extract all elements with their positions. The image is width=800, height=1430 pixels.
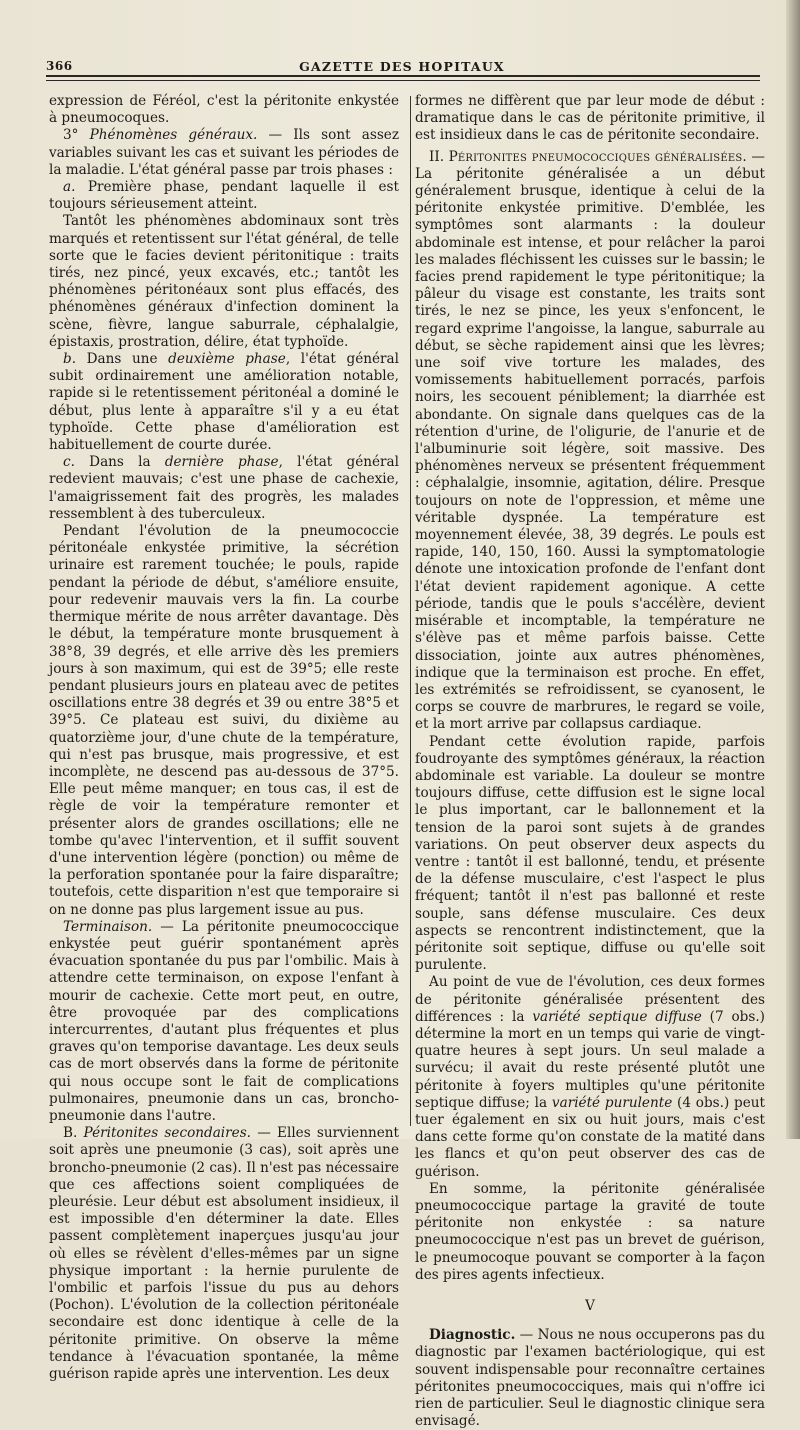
section-title: Péritonites pneumococciques généralisées. [448,148,747,165]
paragraph-temperature: Pendant l'évolution de la pneumococcie péritonéale enkystée primitive, la sécrétion urinaire est rarement touchée; le pouls, rapide pendant la période de début, s'améliore ensuite, pour redevenir mauvais vers la fin. La courbe thermique mérite de nous arrêter davantage. Dès le début, la température monte brusquement à 38°8, 39 degrés, et elle arrive dès les premiers jours à son maximum, qui est de 39°5; elle reste pendant plusieurs jours en plateau avec de petites oscillations entre 38 degrés et 39 ou entre 38°5 et 39°5. Ce plateau est suivi, du dixième au quatorzième jour, d'une chute de la température, qui n'est pas brusque, mais progressive, et est incomplète, ne descend pas au-dessous de 37°5. Elle peut même manquer; en tous cas, il est de règle de voir la température remonter et présenter alors de grandes oscillations; elle ne tombe qu'avec l'intervention, et il suffit souvent d'une intervention légère (ponction) ou même de la perforation spontanée pour la faire disparaître; toutefois, cette disparition n'est que temporaire si on ne donne pas plus largement issue au pus. [49,523,399,918]
header-rule-thin [46,80,760,81]
paragraph: Tantôt les phénomènes abdominaux sont très marqués et retentissent sur l'état général, de telle sorte que le facies devient péritonitique : traits tirés, nez pincé, yeux excavés, etc.; tantôt les phénomènes péritonéaux sont plus effacés, des phénomènes généraux d'infection dominent la scène, fièvre, langue saburrale, céphalalgie, épistaxis, prostration, délire, état typhoïde. [49,213,399,350]
right-column [415,93,766,1430]
page-spine-shadow [786,0,800,1139]
paragraph: Pendant cette évolution rapide, parfois foudroyante des symptômes généraux, la réaction abdominale est variable. La douleur se montre toujours diffuse, cette diffusion est le signe local le plus important, car le ballonnement et la tension de la paroi sont sujets à de grandes variations. On peut observer deux aspects du ventre : tantôt il est ballonné, tendu, et présente de la défense musculaire, c'est l'aspect le plus fréquent; tantôt il n'est pas ballonné et reste souple, sans défense musculaire. Ces deux aspects se rencontrent indistinctement, que la péritonite soit septique, diffuse ou qu'elle soit purulente. [415,733,765,974]
paragraph: expression de Féréol, c'est la péritonite enkystée à pneumocoques. [49,93,399,127]
section-title: Diagnostic. [429,1327,516,1344]
left-column [49,93,399,1383]
paragraph-peritonites-generalisees: II. Péritonites pneumococciques généralisées. — La péritonite généralisée a un début généralement brusque, identique à celui de la péritonite enkystée primitive. D'emblée, les symptômes sont alarmants : la douleur abdominale est intense, et pour relâcher la paroi les malades fléchissent les cuisses sur le bassin; le facies prend rapidement le type péritonitique; la pâleur du visage est constante, les traits sont tirés, le nez se pince, les yeux s'enfoncent, le regard exprime l'angoisse, la langue, saburrale au début, se sèche rapidement ainsi que les lèvres; une soif vive torture les malades, des vomissements habituellement porracés, parfois noirs, les secouent péniblement; la diarrhée est abondante. On signale dans quelques cas de la rétention d'urine, de l'oligurie, de l'anurie et de l'albuminurie soit légère, soit massive. Des phénomènes nerveux se présentent fréquemment : céphalalgie, insomnie, agitation, délire. Presque toujours on note de l'oppression, et même une véritable dyspnée. La température est moyennement élevée, 38, 39 degrés. Le pouls est rapide, 140, 150, 160. Aussi la symptomatologie dénote une intoxication profonde de l'enfant dont l'état devient rapidement agonique. A cette période, tandis que le pouls s'accélère, devient misérable et incomptable, la température ne s'élève pas et même parfois baisse. Cette dissociation, jointe aux autres phénomènes, indique que la terminaison est proche. En effet, les extrémités se refroidissent, se cyanosent, le corps se couvre de marbrures, le regard se voile, et la mort arrive par collapsus cardiaque. [415,148,765,733]
paragraph: formes ne diffèrent que par leur mode de début : dramatique dans le cas de péritonite primitive, il est insidieux dans le cas de péritonite secondaire. [415,93,765,144]
section-title: Terminaison. [63,918,153,935]
paragraph-phase-b: b. Dans une deuxième phase, l'état général subit ordinairement une amélioration notable, rapide si le retentissement péritonéal a dominé le début, plus lente à apparaître s'il y a eu état typhoïde. Cette phase d'amélioration est habituellement de courte durée. [49,351,399,454]
paragraph-evolution: Au point de vue de l'évolution, ces deux formes de péritonite généralisée présentent des différences : la variété septique diffuse (7 obs.) détermine la mort en un temps qui varie de vingt-quatre heures à sept jours. Un seul malade a survécu; il avait du reste présenté plutôt une péritonite à foyers multiples qu'une péritonite septique diffuse; la variété purulente (4 obs.) peut tuer également en six ou huit jours, mais c'est dans cette forme qu'on constate de la matité dans les flancs et qu'on peut observer des cas de guérison. [415,974,766,1180]
header-rule-thick [46,75,760,77]
paragraph-phenomenes-generaux: 3° Phénomènes généraux. — Ils sont assez variables suivant les cas et suivant les périodes de la maladie. L'état général passe par trois phases : [49,127,399,178]
paragraph-diagnostic: Diagnostic. — Nous ne nous occuperons pas du diagnostic par l'examen bactériologique, qui est souvent indispensable pour reconnaître certaines péritonites pneumococciques, mais qui n'offre ici rien de particulier. Seul le diagnostic clinique sera envisagé. [415,1327,766,1430]
section-title: Péritonites secondaires. [83,1125,251,1142]
paragraph-phase-c: c. Dans la dernière phase, l'état général redevient mauvais; c'est une phase de cachexie, l'amaigrissement fait des progrès, les malades ressemblent à des tuberculeux. [49,454,399,522]
page-number: 366 [46,59,73,73]
section-title: Phénomènes généraux. [89,127,258,144]
paragraph-peritonites-secondaires: B. Péritonites secondaires. — Elles surviennent soit après une pneumonie (3 cas), soit après une broncho-pneumonie (2 cas). Il n'est pas nécessaire que ces affections soient compliquées de pleurésie. Leur début est absolument insidieux, il est impossible d'en déterminer la date. Elles passent complètement inaperçues jusqu'au jour où elles se révèlent d'elles-mêmes par un signe physique important : la hernie purulente de l'ombilic et parfois l'issue du pus au dehors (Pochon). L'évolution de la collection péritonéale secondaire est donc identique à celle de la péritonite primitive. On observe la même tendance à l'évacuation spontanée, la même guérison rapide après une intervention. Les deux [49,1125,399,1383]
column-divider [410,96,411,1126]
journal-title: GAZETTE DES HOPITAUX [299,59,505,74]
paragraph-terminaison: Terminaison. — La péritonite pneumococcique enkystée peut guérir spontanément après évacuation spontanée du pus par l'ombilic. Mais à attendre cette terminaison, on expose l'enfant à mourir de cachexie. Cette mort peut, en outre, être provoquée par des complications intercurrentes, d'autant plus fréquentes et plus graves qu'on temporise davantage. Les deux seuls cas de mort observés dans la forme de péritonite qui nous occupe sont le fait de complications pulmonaires, pneumonie dans un cas, broncho-pneumonie dans l'autre. [49,918,399,1124]
paragraph: En somme, la péritonite généralisée pneumococcique partage la gravité de toute péritonite non enkystée : sa nature pneumococcique n'est pas un brevet de guérison, le pneumocoque pouvant se comporter à la façon des pires agents infectieux. [415,1180,765,1283]
paragraph-phase-a: a. Première phase, pendant laquelle il est toujours sérieusement atteint. [49,179,399,213]
section-number: V [585,1298,595,1315]
